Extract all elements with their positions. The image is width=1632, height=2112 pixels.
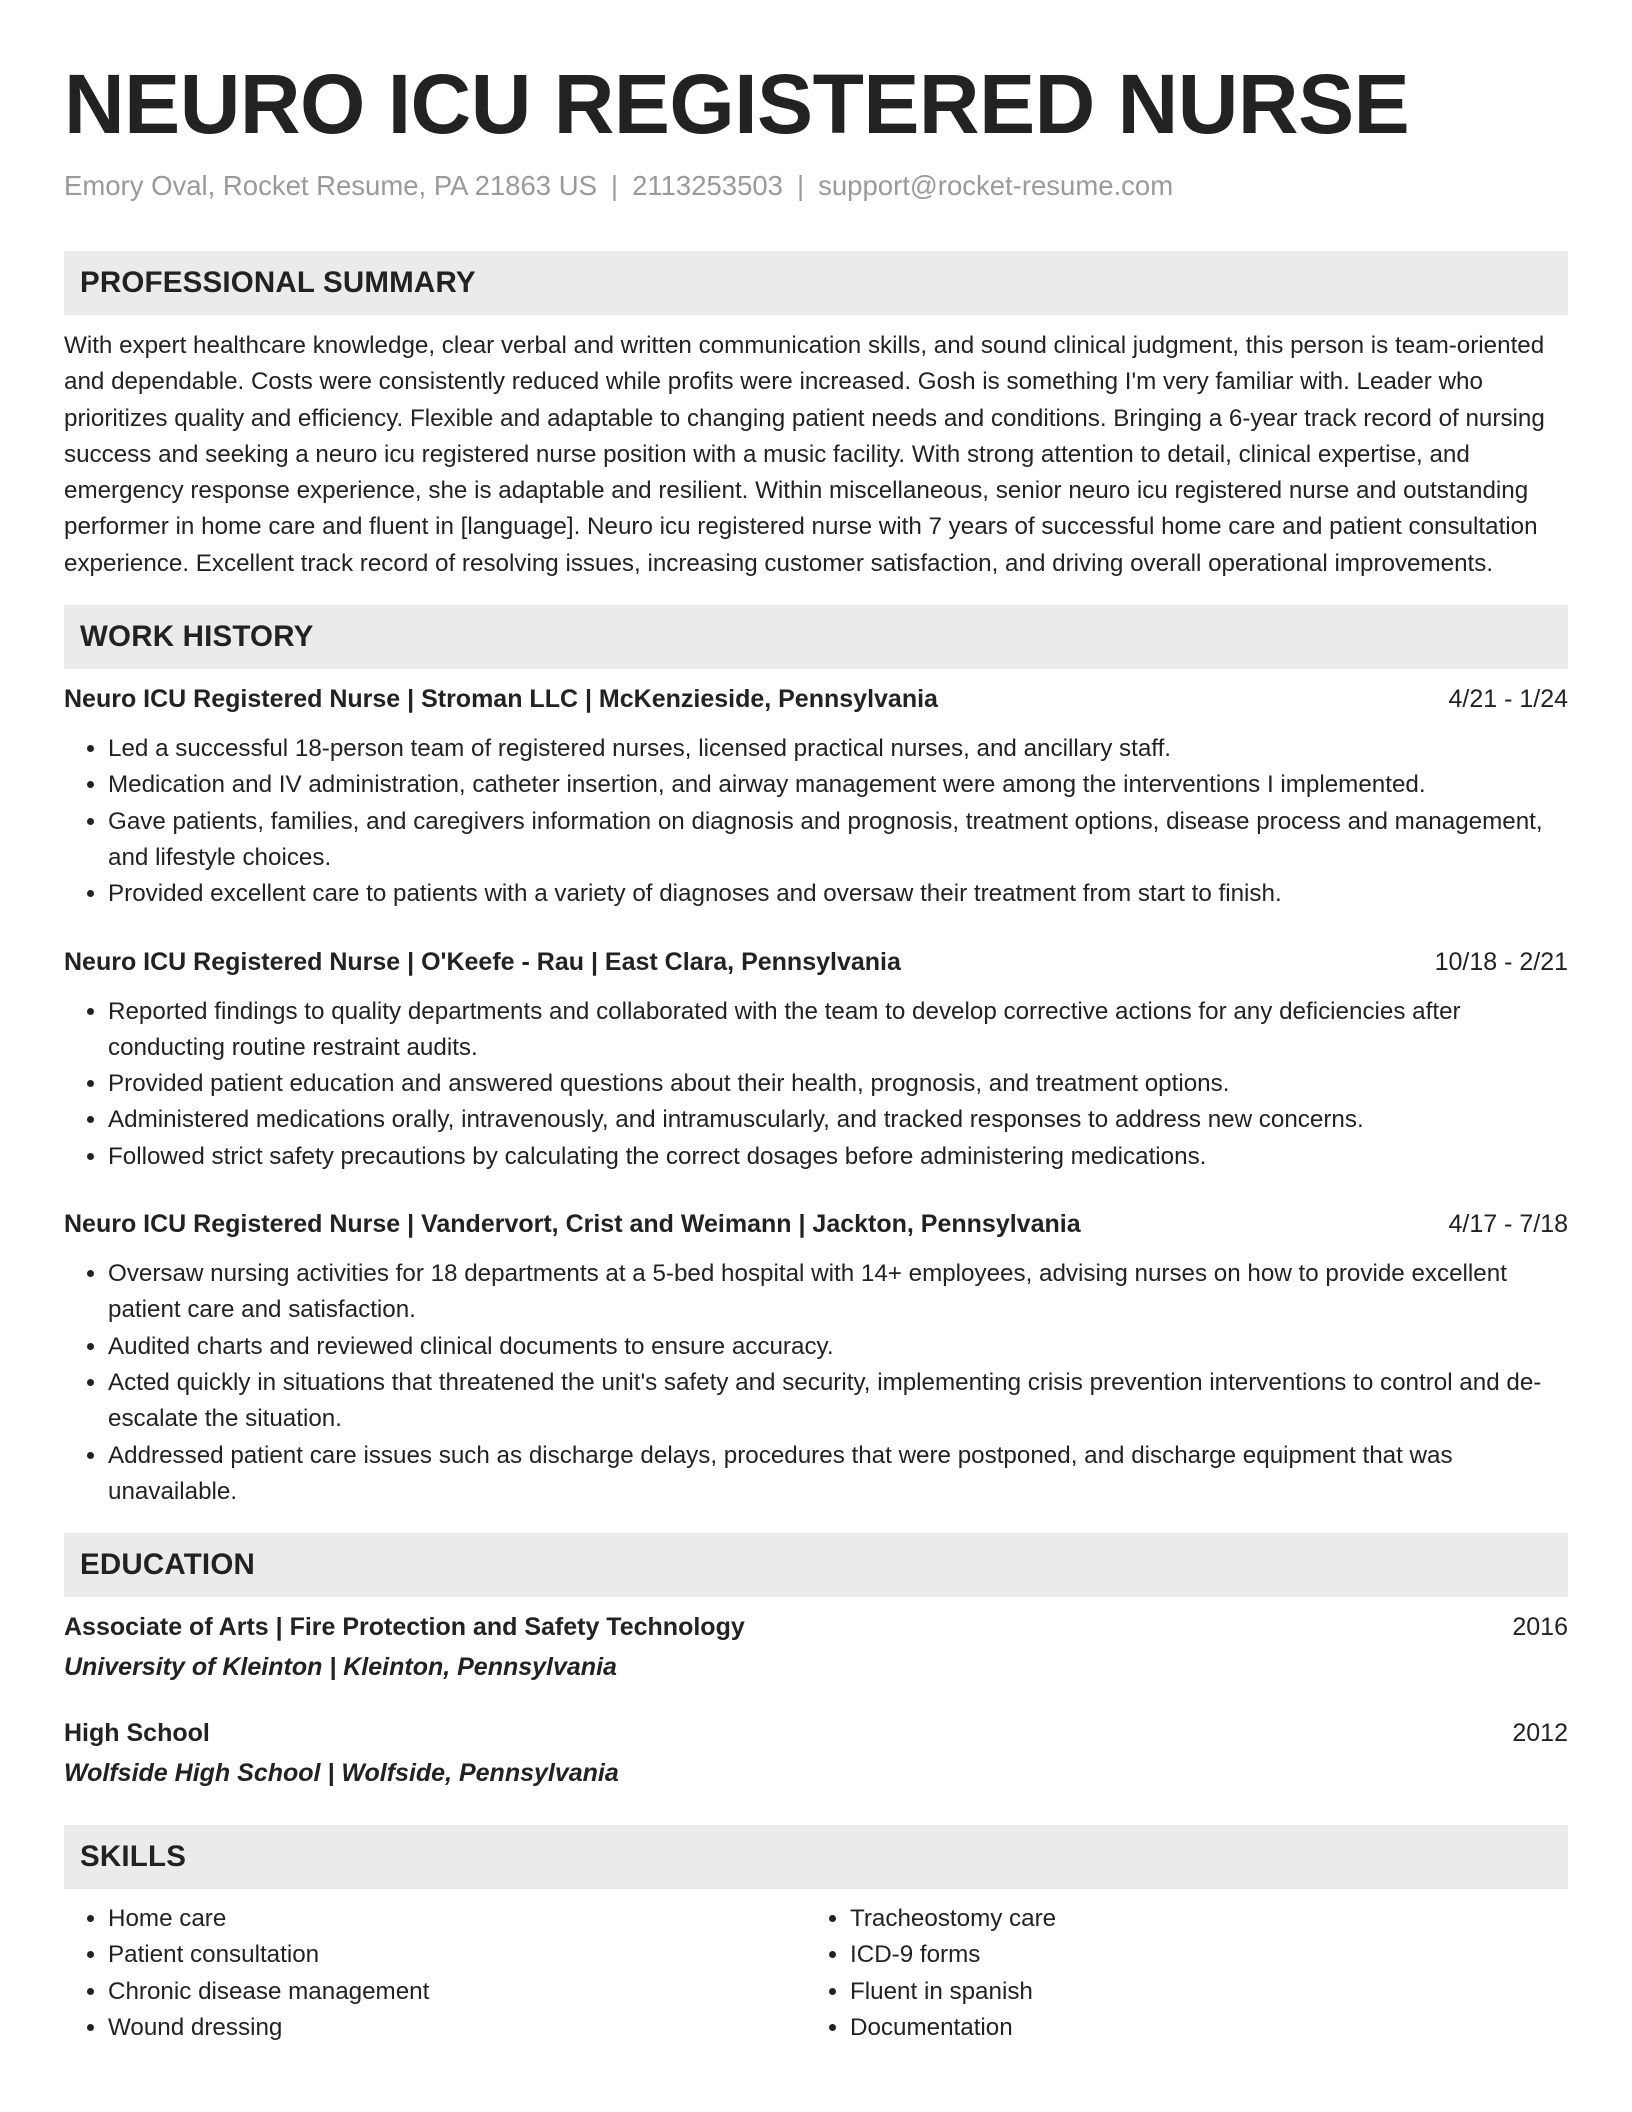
education-entry [64, 1609, 1568, 1685]
job-header [64, 681, 1568, 717]
job-dates: 4/17 - 7/18 [1448, 1210, 1568, 1239]
skill-item: • Chronic disease management [108, 1974, 806, 2010]
skills-list [806, 1901, 1548, 2046]
job-title: Neuro ICU Registered Nurse | Vandervort, Crist and Weimann | Jackton, Pennsylvania [64, 1210, 1081, 1239]
job-entry [64, 1206, 1568, 1510]
skill-item: • Home care [108, 1901, 806, 1937]
education-degree: Associate of Arts | Fire Protection and Safety Technology [64, 1613, 745, 1642]
job-bullet: • Provided patient education and answered questions about their health, prognosis, and treatment options. [108, 1066, 1568, 1102]
resume-title: NEURO ICU REGISTERED NURSE [64, 57, 1410, 151]
job-bullet: • Led a successful 18-person team of registered nurses, licensed practical nurses, and ancillary staff. [108, 731, 1568, 767]
skill-item: • Tracheostomy care [850, 1901, 1548, 1937]
education-entry [64, 1715, 1568, 1791]
job-bullet: • Oversaw nursing activities for 18 departments at a 5-bed hospital with 14+ employees, advising nurses on how to provide excellent patient care and satisfaction. [108, 1256, 1568, 1329]
skills-list [64, 1901, 806, 2046]
contact-line [64, 170, 1568, 202]
job-bullet: • Addressed patient care issues such as discharge delays, procedures that were postponed, and discharge equipment that was unavailable. [108, 1438, 1568, 1511]
job-bullet: • Acted quickly in situations that threatened the unit's safety and security, implementing crisis prevention interventions to control and de-escalate the situation. [108, 1365, 1568, 1438]
skill-item: • Fluent in spanish [850, 1974, 1548, 2010]
education-year: 2012 [1512, 1719, 1568, 1748]
skill-item: • Wound dressing [108, 2010, 806, 2046]
job-header [64, 1206, 1568, 1242]
contact-separator: | [610, 170, 619, 201]
work-history-heading: WORK HISTORY [64, 605, 1568, 669]
education-header [64, 1609, 1568, 1645]
job-entry [64, 944, 1568, 1175]
skills-column-right [806, 1901, 1548, 2046]
skill-item: • Documentation [850, 2010, 1548, 2046]
job-dates: 10/18 - 2/21 [1434, 947, 1568, 976]
job-bullet: • Provided excellent care to patients with a variety of diagnoses and oversaw their treatment from start to finish. [108, 876, 1568, 912]
skill-item: • ICD-9 forms [850, 1937, 1548, 1973]
skills-column-left [64, 1901, 806, 2046]
education-school: University of Kleinton | Kleinton, Pennsylvania [64, 1653, 617, 1682]
job-bullets [64, 731, 1568, 912]
skills-heading: SKILLS [64, 1825, 1568, 1889]
education-year: 2016 [1512, 1613, 1568, 1642]
education-school: Wolfside High School | Wolfside, Pennsylvania [64, 1759, 619, 1788]
job-bullet: • Followed strict safety precautions by calculating the correct dosages before administering medications. [108, 1139, 1568, 1175]
job-bullets [64, 1256, 1568, 1510]
contact-email[interactable]: support@rocket-resume.com [818, 170, 1174, 201]
job-title: Neuro ICU Registered Nurse | Stroman LLC | McKenzieside, Pennsylvania [64, 685, 938, 714]
job-bullet: • Audited charts and reviewed clinical documents to ensure accuracy. [108, 1329, 1568, 1365]
contact-phone: 2113253503 [632, 170, 783, 201]
skill-item: • Patient consultation [108, 1937, 806, 1973]
job-bullet: • Administered medications orally, intravenously, and intramuscularly, and tracked responses to address new concerns. [108, 1102, 1568, 1138]
education-header [64, 1715, 1568, 1751]
job-bullet: • Reported findings to quality departments and collaborated with the team to develop corrective actions for any deficiencies after conducting routine restraint audits. [108, 994, 1568, 1067]
job-bullet: • Medication and IV administration, catheter insertion, and airway management were among the interventions I implemented. [108, 767, 1568, 803]
summary-text: With expert healthcare knowledge, clear verbal and written communication skills, and sound clinical judgment, this person is team-oriented and dependable. Costs were consistently reduced while profits were increased. Gosh is something I'm very familiar with. Leader who prioritizes quality and efficiency. Flexible and adaptable to changing patient needs and conditions. Bringing a 6-year track record of nursing success and seeking a neuro icu registered nurse position with a music facility. With strong attention to detail, clinical expertise, and emergency response experience, she is adaptable and resilient. Within miscellaneous, senior neuro icu registered nurse and outstanding performer in home care and fluent in [language]. Neuro icu registered nurse with 7 years of successful home care and patient consultation experience. Excellent track record of resolving issues, increasing customer satisfaction, and driving overall operational improvements. [64, 332, 1545, 577]
job-title: Neuro ICU Registered Nurse | O'Keefe - Rau | East Clara, Pennsylvania [64, 947, 901, 976]
contact-address: Emory Oval, Rocket Resume, PA 21863 US [64, 170, 597, 201]
contact-separator: | [796, 170, 805, 201]
job-header [64, 944, 1568, 980]
job-dates: 4/21 - 1/24 [1448, 685, 1568, 714]
education-heading: EDUCATION [64, 1533, 1568, 1597]
education-degree: High School [64, 1719, 210, 1748]
job-bullets [64, 994, 1568, 1175]
summary-heading: PROFESSIONAL SUMMARY [64, 251, 1568, 315]
skills-grid [64, 1901, 1568, 2046]
job-bullet: • Gave patients, families, and caregivers information on diagnosis and prognosis, treatment options, disease process and management, and lifestyle choices. [108, 804, 1568, 877]
job-entry [64, 681, 1568, 912]
